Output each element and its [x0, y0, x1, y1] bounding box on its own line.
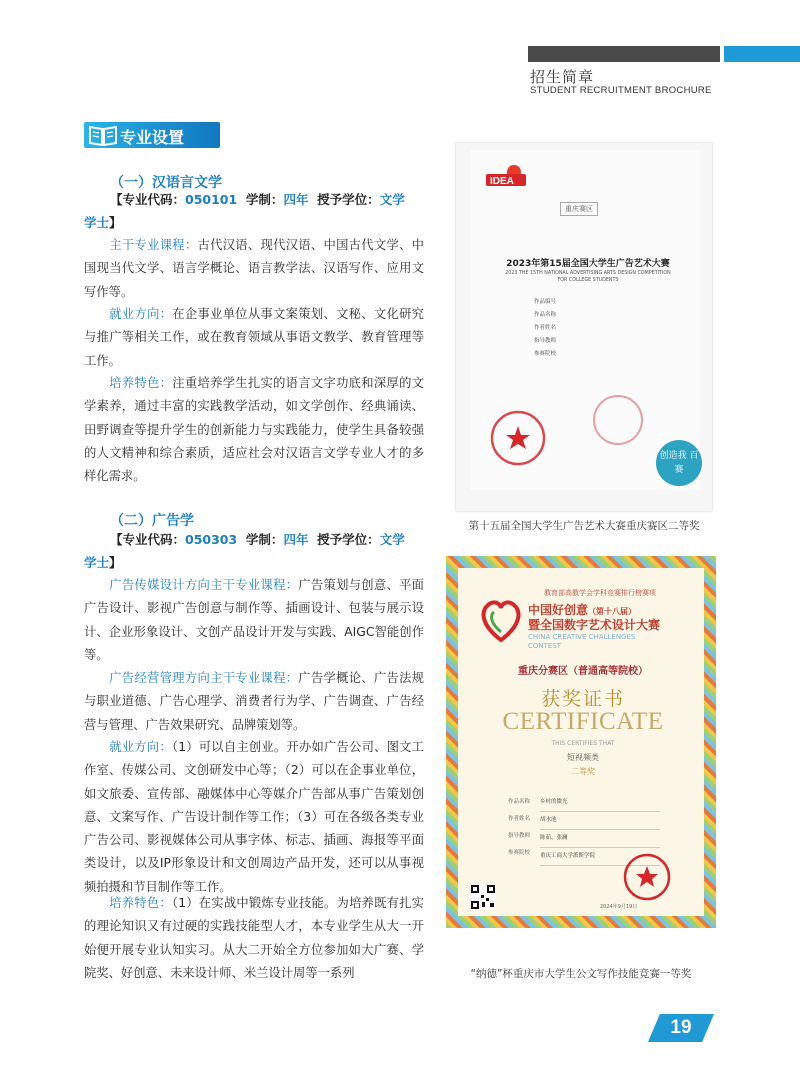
- cert2-certifies: THIS CERTIFIES THAT: [551, 740, 615, 747]
- heart-logo-icon: [478, 594, 524, 646]
- major1-code-line: 【专业代码：050101 学制：四年 授予学位：文学: [110, 192, 405, 207]
- major2-code-line: 【专业代码：050303 学制：四年 授予学位：文学: [110, 532, 405, 547]
- cert2-division: 重庆分赛区（普通高等院校）: [518, 666, 648, 677]
- red-seal-icon-2: [590, 392, 646, 448]
- idea-logo-icon: [478, 162, 548, 196]
- header-bar-dark: [528, 46, 720, 62]
- major2-feature: 培养特色：（1）在实战中锻炼专业技能。为培养既有扎实的理论知识又有过硬的实践技能型人才，本专业学生从大一开始便开展专业认知实习。从大二开始全方位参加如大广赛、学院奖、好创意、未来设计师、米兰设计周等一系列: [84, 896, 424, 980]
- major2-degree: 文学: [379, 532, 405, 547]
- red-seal-icon-3: [622, 852, 672, 902]
- major2-duration: 四年: [283, 532, 309, 547]
- major1-code: 050101: [185, 192, 238, 207]
- major1-degree: 文学: [379, 192, 405, 207]
- cert2-title-en: CHINA CREATIVE CHALLENGES CONTEST: [528, 633, 636, 650]
- header-bar-blue: [724, 46, 800, 62]
- cert2-level: 二等奖: [571, 767, 595, 776]
- section-title: 专业设置: [120, 128, 185, 147]
- cert1-title-en: 2023 THE 15TH NATIONAL ADVERTISING ARTS DESIGN COMPETITION FOR COLLEGE STUDENTS: [505, 271, 671, 283]
- cert2-field-values: 乡村的微光 胡水池 陈茹、张澜 重庆工商大学派斯学院: [540, 794, 660, 866]
- major2-career: 就业方向：（1）可以自主创业。开办如广告公司、图文工作室、传媒公司、文创研发中心等；（2）可以在企事业单位，如文旅委、宣传部、融媒体中心等媒介广告部从事广告策划创意、文案写作、广告设计制作等工作；（3）可在各级各类专业广告公司、影视媒体公司从事字体、标志、插画、海报等平面类设计，以及IP形象设计和文创周边产品开发，还可以从事视频拍摄和节目制作等工作。: [84, 740, 424, 894]
- open-book-icon: [88, 124, 118, 146]
- cert1-title: 2023年第15届全国大学生广告艺术大赛: [506, 259, 670, 269]
- cert2-category: 短视频类: [567, 753, 599, 762]
- cert1-badge: 创造我 百赛: [656, 440, 702, 486]
- cert2-title-b: 暨全国数字艺术设计大赛: [528, 618, 661, 632]
- cert2-award-en: CERTIFICATE: [502, 708, 664, 735]
- brochure-title: 招生简章: [530, 68, 595, 86]
- major1-courses: 主干专业课程：古代汉语、现代汉语、中国古代文学、中国现当代文学、语言学概论、语言教学法、汉语写作、应用文写作等。: [84, 238, 424, 299]
- major2-courses-management: 广告经营管理方向主干专业课程：广告学概论、广告法规与职业道德、广告心理学、消费者行为学、广告调查、广告经营与管理、广告效果研究、品牌策划等。: [84, 671, 424, 732]
- certificate-2-caption: “纳德”杯重庆市大学生公文写作技能竞赛一等奖: [470, 968, 692, 980]
- certificate-1-caption: 第十五届全国大学生广告艺术大赛重庆赛区二等奖: [468, 520, 700, 532]
- major2-code: 050303: [185, 532, 238, 547]
- brochure-subtitle: STUDENT RECRUITMENT BROCHURE: [530, 85, 712, 96]
- major2-code-line-2: 学士】: [84, 555, 122, 570]
- major2-courses-design: 广告传媒设计方向主干专业课程：广告策划与创意、平面广告设计、影视广告创意与制作等、插画设计、包装与展示设计、企业形象设计、文创产品设计开发与实践、AIGC智能创作等。: [84, 578, 424, 662]
- cert2-org: 教育部高教学会学科竞赛排行榜赛项: [544, 589, 656, 597]
- cert2-field-labels: 作品名称 作者姓名 指导教师 参赛院校: [508, 799, 531, 856]
- major1-feature: 培养特色：注重培养学生扎实的语言文字功底和深厚的文学素养，通过丰富的实践教学活动，如文学创作、经典诵读、田野调查等提升学生的创新能力与实践能力，使学生具备较强的人文精神和综合素质，适应社会对汉语言文学专业人才的多样化需求。: [84, 376, 424, 484]
- qr-code-icon: [470, 884, 496, 910]
- cert2-award-cn: 获奖证书: [540, 688, 625, 710]
- major1-duration: 四年: [283, 192, 309, 207]
- cert1-fields: 作品编号 作品名称 作者姓名 指导教师 参赛院校: [534, 299, 557, 357]
- cert2-date: 2024年9月19日: [600, 904, 638, 910]
- major1-heading: （一）汉语言文学: [110, 175, 222, 191]
- major1-code-line-2: 学士】: [84, 215, 122, 230]
- page-number: 19: [670, 1017, 692, 1038]
- svg-text:IDEA: IDEA: [490, 176, 514, 187]
- cert2-title-a: 中国好创意（第十八届）: [528, 603, 637, 617]
- major1-career: 就业方向：在企事业单位从事文案策划、文秘、文化研究与推广等相关工作，或在教育领域从事语文教学、教育管理等工作。: [84, 307, 424, 368]
- cert1-region: 重庆赛区: [560, 202, 598, 216]
- major2-heading: （二）广告学: [110, 513, 194, 529]
- red-seal-icon: [488, 408, 548, 468]
